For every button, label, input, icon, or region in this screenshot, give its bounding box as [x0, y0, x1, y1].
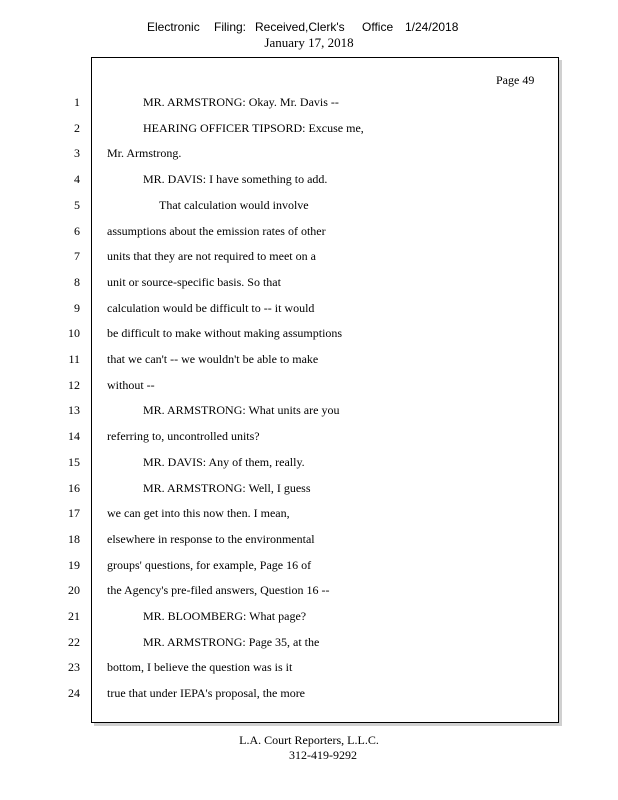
line-text: MR. ARMSTRONG: Well, I guess — [143, 480, 311, 495]
line-number: 14 — [68, 429, 80, 444]
line-text: groups' questions, for example, Page 16 of — [107, 557, 312, 572]
transcript-line — [0, 95, 618, 113]
transcript-line — [0, 249, 618, 267]
line-number: 12 — [68, 377, 80, 392]
line-text: elsewhere in response to the environmental — [107, 531, 315, 546]
transcript-line — [0, 326, 618, 344]
line-text: MR. DAVIS: Any of them, really. — [143, 454, 305, 469]
line-text: units that they are not required to meet on a — [107, 249, 316, 264]
line-number: 3 — [74, 146, 80, 161]
line-text: bottom, I believe the question was is it — [107, 660, 293, 675]
transcript-line — [0, 378, 618, 396]
transcript-line — [0, 583, 618, 601]
transcript-line — [0, 481, 618, 499]
line-number: 6 — [74, 223, 80, 238]
transcript-line — [0, 352, 618, 370]
line-text: referring to, uncontrolled units? — [107, 429, 260, 444]
line-text: assumptions about the emission rates of other — [107, 223, 326, 238]
transcript-line — [0, 275, 618, 293]
line-number: 23 — [68, 660, 80, 675]
transcript-line — [0, 429, 618, 447]
line-text: MR. DAVIS: I have something to add. — [143, 172, 328, 187]
line-text: without -- — [107, 377, 155, 392]
line-number: 1 — [74, 95, 80, 109]
transcript-line — [0, 660, 618, 678]
transcript-line — [0, 455, 618, 473]
line-text: calculation would be difficult to -- it would — [107, 300, 315, 315]
filing-received: Received,Clerk's — [255, 20, 345, 34]
line-text: HEARING OFFICER TIPSORD: Excuse me, — [143, 120, 364, 135]
line-text: we can get into this now then. I mean, — [107, 506, 290, 521]
transcript-line — [0, 198, 618, 216]
line-number: 20 — [68, 583, 80, 598]
line-text: unit or source-specific basis. So that — [107, 274, 281, 289]
transcript-line — [0, 146, 618, 164]
line-number: 11 — [68, 352, 80, 366]
line-number: 16 — [68, 480, 80, 495]
line-text: That calculation would involve — [159, 197, 309, 212]
transcript-line — [0, 532, 618, 550]
line-number: 9 — [74, 300, 80, 315]
line-text: that we can't -- we wouldn't be able to make — [107, 352, 319, 366]
hearing-date: January 17, 2018 — [264, 35, 354, 50]
line-number: 15 — [68, 454, 80, 469]
transcript-line — [0, 403, 618, 421]
line-number: 7 — [74, 249, 80, 264]
line-number: 4 — [74, 172, 80, 187]
line-text: MR. ARMSTRONG: Okay. Mr. Davis -- — [143, 95, 339, 109]
transcript-line — [0, 635, 618, 653]
line-text: Mr. Armstrong. — [107, 146, 182, 161]
transcript-line — [0, 686, 618, 704]
court-reporter-name: L.A. Court Reporters, L.L.C. — [239, 733, 379, 747]
line-text: true that under IEPA's proposal, the more — [107, 686, 306, 701]
line-number: 21 — [68, 609, 80, 623]
line-number: 18 — [68, 531, 80, 546]
line-number: 24 — [68, 686, 80, 701]
line-text: be difficult to make without making assumptions — [107, 326, 343, 341]
line-number: 22 — [68, 634, 80, 649]
line-number: 10 — [68, 326, 80, 341]
filing-label: Filing: — [214, 20, 247, 34]
transcript-line — [0, 301, 618, 319]
line-number: 5 — [74, 197, 80, 212]
line-number: 2 — [74, 120, 80, 135]
filing-office: Office — [362, 20, 394, 34]
line-number: 17 — [68, 506, 80, 521]
transcript-line — [0, 558, 618, 576]
filing-stamp — [0, 20, 618, 34]
line-number: 8 — [74, 274, 80, 289]
line-number: 19 — [68, 557, 80, 572]
line-text: MR. ARMSTRONG: What units are you — [143, 403, 340, 418]
filing-date: 1/24/2018 — [405, 20, 459, 34]
transcript-line — [0, 609, 618, 627]
line-text: MR. ARMSTRONG: Page 35, at the — [143, 634, 320, 649]
court-reporter-phone: 312-419-9292 — [289, 748, 357, 762]
page-number: Page 49 — [496, 73, 535, 87]
line-number: 13 — [68, 403, 80, 418]
line-text: MR. BLOOMBERG: What page? — [143, 609, 307, 623]
transcript-line — [0, 224, 618, 242]
transcript-line — [0, 121, 618, 139]
filing-electronic: Electronic — [147, 20, 200, 34]
transcript-line — [0, 172, 618, 190]
line-text: the Agency's pre-filed answers, Question 16 -- — [107, 583, 330, 598]
transcript-line — [0, 506, 618, 524]
